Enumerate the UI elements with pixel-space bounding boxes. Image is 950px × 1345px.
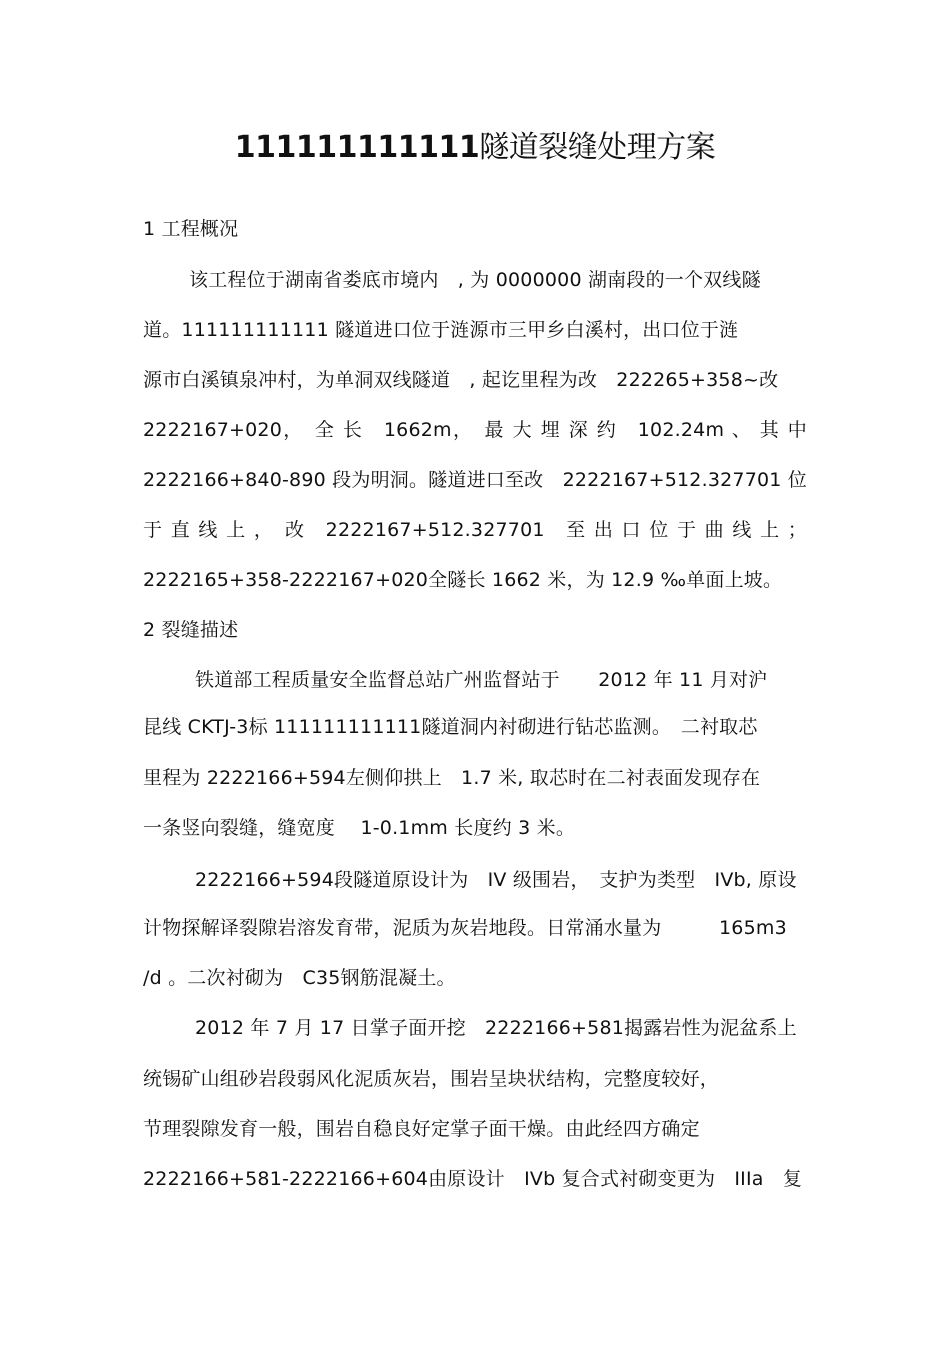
body-line: 2222166+840-890 段为明洞。隧道进口至改 2222167+512.327701 位 (143, 469, 807, 491)
body-line: 2222166+594段隧道原设计为 IV 级围岩， 支护为类型 IVb, 原设 (195, 869, 797, 891)
section-heading-1: 1 工程概况 (143, 218, 239, 240)
body-line: 里程为 2222166+594左侧仰拱上 1.7 米, 取芯时在二衬表面发现存在 (143, 767, 761, 789)
body-line: 源市白溪镇泉冲村，为单洞双线隧道 , 起讫里程为改 222265+358~改 (143, 369, 779, 391)
body-line: 昆线 CKTJ-3标 111111111111隧道洞内衬砌进行钻芯监测。 二衬取芯 (143, 716, 758, 738)
body-line: 于 直 线 上 ， 改 2222167+512.327701 至 出 口 位 于 曲 线 上 ； (143, 519, 807, 541)
body-line: 2012 年 7 月 17 日掌子面开挖 2222166+581揭露岩性为泥盆系上 (195, 1017, 797, 1039)
body-line: 2222165+358-2222167+020全隧长 1662 米，为 12.9 ‰单面上坡。 (143, 569, 783, 591)
section-heading-2: 2 裂缝描述 (143, 619, 239, 641)
body-line: 节理裂隙发育一般，围岩自稳良好定掌子面干燥。由此经四方确定 (143, 1118, 700, 1140)
body-line: 道。111111111111 隧道进口位于涟源市三甲乡白溪村，出口位于涟 (143, 319, 739, 341)
title-number: 111111111111 (234, 130, 480, 165)
body-line: 计物探解译裂隙岩溶发育带，泥质为灰岩地段。日常涌水量为 165m3 (143, 917, 787, 939)
page-title (0, 126, 950, 170)
body-line: 该工程位于湖南省娄底市境内 , 为 0000000 湖南段的一个双线隧 (189, 269, 761, 291)
body-line: 2222166+581-2222166+604由原设计 IVb 复合式衬砌变更为 IIIa 复 (143, 1168, 803, 1190)
body-line: 2222167+020， 全 长 1662m， 最 大 埋 深 约 102.24m 、 其 中 (143, 419, 807, 441)
title-text: 隧道裂缝处理方案 (479, 130, 716, 165)
body-line: 铁道部工程质量安全监督总站广州监督站于 2012 年 11 月对沪 (195, 669, 768, 691)
body-line: /d 。二次衬砌为 C35钢筋混凝土。 (143, 967, 456, 989)
body-line: 统锡矿山组砂岩段弱风化泥质灰岩，围岩呈块状结构，完整度较好， (143, 1068, 720, 1090)
body-line: 一条竖向裂缝，缝宽度 1-0.1mm 长度约 3 米。 (143, 817, 576, 839)
